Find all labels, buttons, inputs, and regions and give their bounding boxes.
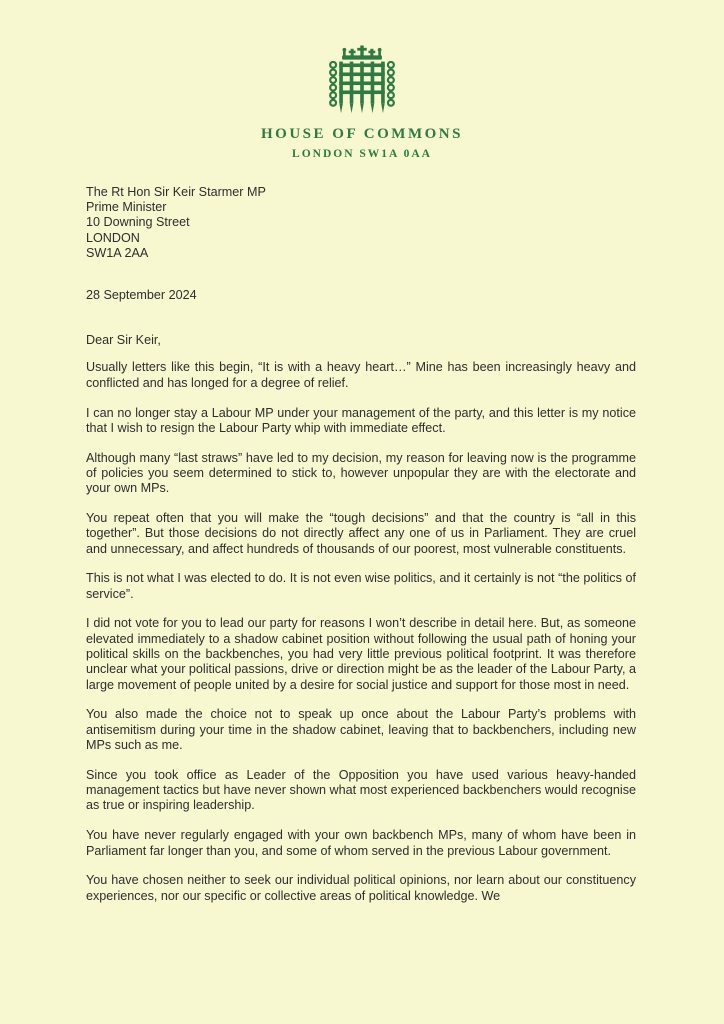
letter-content xyxy=(0,185,724,904)
letter-paragraph: I can no longer stay a Labour MP under your management of the party, and this letter is my notice that I wish to resign the Labour Party whip with immediate effect. xyxy=(86,405,636,435)
letter-paragraph: You repeat often that you will make the “tough decisions” and that the country is “all in this together”. But those decisions do not directly affect any one of us in Parliament. They are cruel and unnecessary, and affect hundreds of thousands of our poorest, most vulnerable constituents. xyxy=(86,511,636,556)
recipient-line: SW1A 2AA xyxy=(86,245,149,260)
org-name: HOUSE OF COMMONS xyxy=(261,126,463,142)
letter-paragraph: You also made the choice not to speak up once about the Labour Party’s problems with antisemitism during your time in the shadow cabinet, leaving that to backbenchers, including new MPs such as me. xyxy=(86,707,636,753)
recipient-line: Prime Minister xyxy=(86,200,167,215)
letter-date: 28 September 2024 xyxy=(86,288,197,303)
recipient-line: LONDON xyxy=(86,230,140,245)
letter-paragraph: Since you took office as Leader of the Opposition you have used various heavy-handed management tactics but have never shown what most experienced backbenchers would recognise as true or inspiring leadership. xyxy=(86,767,636,813)
org-location: LONDON SW1A 0AA xyxy=(292,148,432,160)
recipient-line: The Rt Hon Sir Keir Starmer MP xyxy=(86,185,266,199)
portcullis-crest-icon xyxy=(326,44,398,118)
letter-paragraph: Usually letters like this begin, “It is with a heavy heart…” Mine has been increasingly heavy and conflicted and has longed for a degree of relief. xyxy=(86,360,636,390)
letter-paragraph: You have chosen neither to seek our individual political opinions, nor learn about our constituency experiences, nor our specific or collective areas of political knowledge. We xyxy=(86,873,636,903)
letter-paragraph: I did not vote for you to lead our party for reasons I won’t describe in detail here. But, as someone elevated immediately to a shadow cabinet position without following the usual path of honing your political skills on the backbenches, you had very little previous political footprint. It was therefore unclear what your political passions, drive or direction might be as the leader of the Labour Party, a large movement of people united by a desire for social justice and support for those most in need. xyxy=(86,616,636,692)
letterhead xyxy=(0,0,724,160)
letter-paragraph: Although many “last straws” have led to my decision, my reason for leaving now is the programme of policies you seem determined to stick to, however unpopular they are with the electorate and your own MPs. xyxy=(86,450,636,496)
letter-paragraph: This is not what I was elected to do. It is not even wise politics, and it certainly is not “the politics of service”. xyxy=(86,571,636,601)
salutation: Dear Sir Keir, xyxy=(86,333,161,348)
letter-paragraph: You have never regularly engaged with your own backbench MPs, many of whom have been in Parliament far longer than you, and some of whom served in the previous Labour government. xyxy=(86,828,636,858)
recipient-line: 10 Downing Street xyxy=(86,215,190,230)
letter-body xyxy=(86,360,636,904)
recipient-address xyxy=(86,185,636,261)
